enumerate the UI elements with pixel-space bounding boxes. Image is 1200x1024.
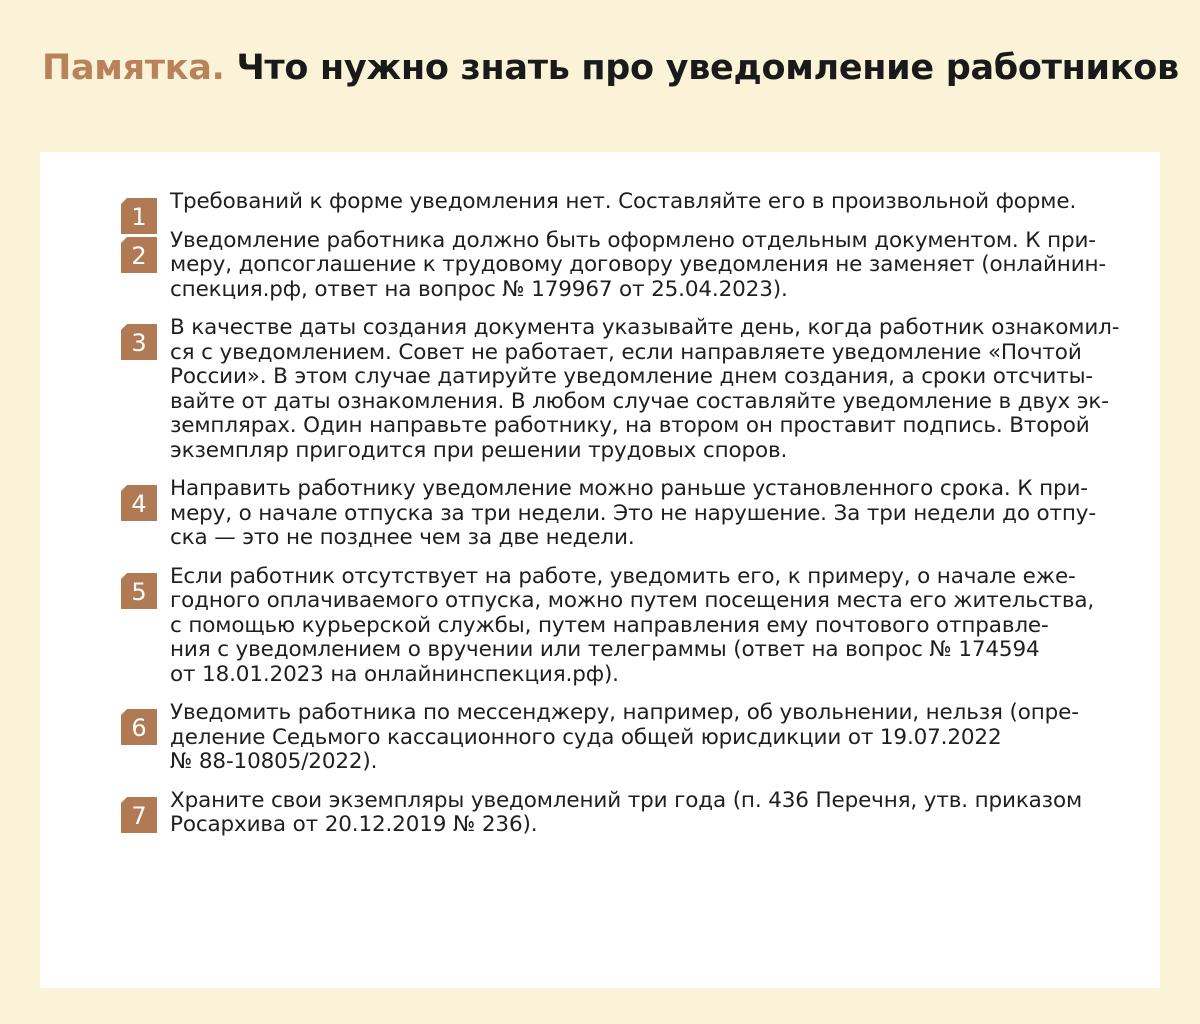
number-badge bbox=[121, 709, 157, 745]
item-text: Уведомить работника по мессенджеру, например, об увольнении, нельзя (опре- деление Седьмого кассационного суда общей юрисдикции от 19.07.2022 № 88-10805/2022). bbox=[170, 700, 1079, 774]
list-item bbox=[80, 229, 1140, 303]
item-text: В качестве даты создания документа указывайте день, когда работник ознакомил- ся с уведомлением. Совет не работает, если направляете уведомление «Почтой России». В этом случае датируйте уведомление днем создания, а сроки отсчиты- вайте от даты ознакомления. В любом случае составляйте уведомление в двух эк- земплярах. Один направьте работнику, на втором он проставит подпись. Второй экземпляр пригодится при решении трудовых споров. bbox=[170, 315, 1120, 463]
title-main: Что нужно знать про уведомление работников bbox=[236, 48, 1179, 88]
title-accent: Памятка. bbox=[42, 48, 225, 88]
item-number: 4 bbox=[131, 490, 147, 518]
memo-list bbox=[80, 190, 1140, 852]
item-text: Храните свои экземпляры уведомлений три года (п. 436 Перечня, утв. приказом Росархива от 20.12.2019 № 236). bbox=[170, 787, 1083, 837]
item-text: Если работник отсутствует на работе, уведомить его, к примеру, о начале еже- годного оплачиваемого отпуска, можно путем посещения места его жительства, с помощью курьерской службы, путем направления ему почтового отправле- ния с уведомлением о вручении или телеграммы (ответ на вопрос № 174594 от 18.01.2023 на онлайнинспекция.рф). bbox=[170, 563, 1095, 687]
number-badge bbox=[121, 797, 157, 833]
number-badge bbox=[121, 485, 157, 521]
list-item bbox=[80, 189, 1140, 231]
item-text: Направить работнику уведомление можно раньше установленного срока. К при- меру, о начале отпуска за три недели. Это не нарушение. За три недели до отпу- ска — это не позднее чем за две недели. bbox=[170, 476, 1096, 550]
memo-card bbox=[40, 152, 1160, 988]
item-number: 6 bbox=[131, 714, 147, 742]
list-item bbox=[80, 477, 1140, 551]
item-text: Требований к форме уведомления нет. Составляйте его в произвольной форме. bbox=[170, 189, 1077, 214]
item-number: 3 bbox=[131, 329, 147, 357]
item-text: Уведомление работника должно быть оформлено отдельным документом. К при- меру, допсоглашение к трудовому договору уведомления не заменяет (онлайнин- спекция.рф, ответ на вопрос № 179967 от 25.04.2023). bbox=[170, 227, 1107, 302]
list-item bbox=[80, 789, 1140, 838]
list-item bbox=[80, 701, 1140, 775]
item-number: 2 bbox=[131, 241, 147, 270]
number-badge bbox=[121, 573, 157, 609]
page-title bbox=[42, 44, 1179, 92]
item-number: 1 bbox=[131, 203, 147, 231]
list-item bbox=[80, 316, 1140, 463]
list-item bbox=[80, 565, 1140, 688]
number-badge bbox=[121, 237, 157, 273]
number-badge bbox=[121, 324, 157, 360]
item-number: 7 bbox=[131, 801, 147, 830]
item-number: 5 bbox=[131, 577, 147, 606]
